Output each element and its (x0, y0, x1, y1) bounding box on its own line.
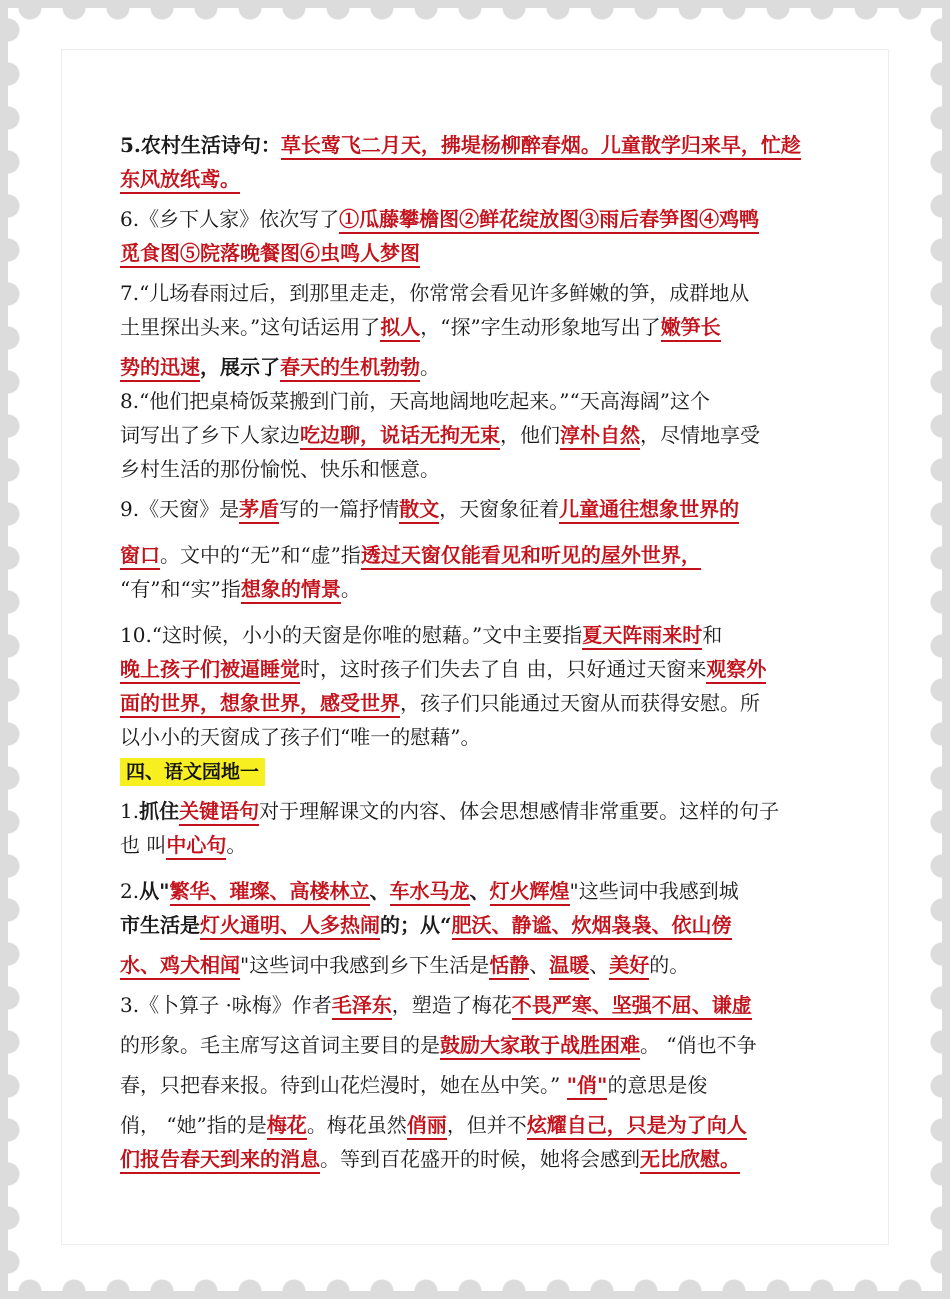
item-10-text: 以小小的天窗成了孩子们“唯一的慰藉”。 (120, 725, 481, 749)
item-7-line-1 (120, 276, 800, 310)
garden-1-answer: 关键语句 (179, 799, 259, 826)
item-5-answer-cont: 东风放纸鸢。 (120, 167, 240, 194)
garden-3-line-4 (120, 1108, 800, 1142)
item-9-text: 写的一篇抒情 (279, 497, 400, 521)
garden-3-answer: 鼓励大家敢于战胜困难 (440, 1033, 640, 1060)
item-10-answer: 观察外 (706, 657, 766, 684)
item-9-line-3 (120, 572, 800, 606)
garden-2-text: "这些词中我感到城 (569, 879, 739, 903)
item-9-answer: 散文 (399, 497, 439, 524)
garden-2-text: 市生活是 (120, 913, 200, 937)
item-8-answer: 淳朴自然 (560, 423, 640, 450)
item-7-answer: 春天的生机勃勃 (280, 355, 420, 382)
item-8-line-2 (120, 418, 800, 452)
garden-3-answer: 炫耀自己，只是为了向人 (527, 1113, 747, 1140)
garden-3-text: 3.《卜算子 ·咏梅》作者 (120, 993, 332, 1017)
item-8-text: ，他们 (500, 423, 560, 447)
item-6-line-2 (120, 236, 800, 270)
item-5-answer: 草长莺飞二月天，拂堤杨柳醉春烟。儿童散学归来早，忙趁 (281, 133, 801, 160)
item-8-text: 词写出了乡下人家边 (120, 423, 300, 447)
garden-3-text: ，但并不 (446, 1113, 527, 1137)
garden-1-text: 1. (120, 799, 140, 823)
garden-2-text: 、 (589, 953, 610, 977)
garden-3-answer: 不畏严寒、坚强不屈、谦虚 (512, 993, 752, 1020)
item-9-line-2 (120, 538, 800, 572)
item-7-answer: 拟人 (380, 315, 420, 342)
garden-1-text: 抓住 (139, 799, 180, 823)
garden-2-answer: 灯火辉煌 (490, 879, 570, 906)
item-8-line-3 (120, 452, 800, 486)
garden-2-answer: 温暖 (549, 953, 589, 980)
garden-2-line-1 (120, 874, 800, 908)
item-8-text: ，尽情地享受 (640, 423, 760, 447)
item-9-answer: 窗口 (120, 543, 160, 570)
garden-2-answer: 恬静 (489, 953, 529, 980)
item-8-answer: 吃边聊，说话无拘无束 (300, 423, 500, 450)
garden-2-text: 、 (369, 879, 390, 903)
garden-2-answer: 水、鸡犬相闻 (120, 953, 240, 980)
item-6-answer-cont: 觅食图⑤院落晚餐图⑥虫鸣人梦图 (120, 241, 420, 268)
item-7-text: 7.“儿场春雨过后，到那里走走，你常常会看见许多鲜嫩的笋，成群地从 (120, 281, 750, 305)
garden-1-line-2 (120, 828, 800, 862)
item-9-text: 。 (340, 577, 361, 601)
garden-3-answer: "俏" (567, 1073, 608, 1100)
garden-1-text: 对于理解课文的内容、体会思想感情非常重要。这样的句子 (259, 799, 780, 823)
garden-3-answer: 们报告春天到来的消息 (120, 1147, 320, 1174)
garden-2-text: 的。 (649, 953, 690, 977)
item-9-answer: 透过天窗仅能看见和听见的屋外世界， (361, 543, 701, 570)
garden-2-answer: 车水马龙 (390, 879, 470, 906)
item-8-text: 乡村生活的那份愉悦、快乐和惬意。 (120, 457, 440, 481)
garden-3-text: 春，只把春来报。待到山花烂漫时，她在丛中笑。” (120, 1073, 567, 1097)
item-7-text: ，展示了 (200, 355, 280, 379)
garden-3-answer: 梅花 (267, 1113, 307, 1140)
item-7-text: 土里探出头来。”这句话运用了 (120, 315, 381, 339)
garden-2-answer: 美好 (609, 953, 649, 980)
item-10-text: 和 (702, 623, 723, 647)
garden-3-answer: 毛泽东 (332, 993, 392, 1020)
garden-3-line-5 (120, 1142, 800, 1176)
item-10-text: 时，这时孩子们失去了自 由，只好通过天窗来 (300, 657, 707, 681)
garden-1-answer: 中心句 (166, 833, 226, 860)
garden-3-text: 俏 (120, 1113, 140, 1137)
item-8-line-1 (120, 384, 800, 418)
item-6-line-1 (120, 202, 800, 236)
garden-2-answer: 肥沃、静谧、炊烟袅袅、依山傍 (452, 913, 732, 940)
garden-2-answer: 繁华、璀璨、高楼林立 (170, 879, 370, 906)
item-9-text: 9.《天窗》是 (120, 497, 240, 521)
item-9-text: “有”和“实”指 (120, 577, 241, 601)
garden-1-line-1 (120, 794, 800, 828)
garden-2-line-2 (120, 908, 800, 942)
garden-3-text: ，塑造了梅花 (391, 993, 512, 1017)
item-9-answer: 想象的情景 (241, 577, 341, 604)
item-9-text: 。文中的“无”和“虚”指 (160, 543, 361, 567)
item-7-line-3 (120, 350, 800, 384)
garden-1-text: 也 叫 (120, 833, 167, 857)
item-9-line-1 (120, 492, 800, 526)
item-10-answer: 晚上孩子们被逼睡觉 (120, 657, 300, 684)
garden-3-text: ， “她”指的是 (140, 1113, 267, 1137)
garden-2-text: 、 (529, 953, 550, 977)
item-10-line-3 (120, 686, 800, 720)
item-6-prefix: 6.《乡下人家》依次写了 (120, 207, 340, 231)
item-10-line-1 (120, 618, 800, 652)
item-10-text: ，孩子们只能通过天窗从而获得安慰。所 (400, 691, 760, 715)
garden-3-text: 。 “俏也不争 (640, 1033, 757, 1057)
item-10-answer: 面的世界，想象世界，感受世界 (120, 691, 400, 718)
garden-2-text: 的；从“ (380, 913, 452, 937)
garden-3-line-3 (120, 1068, 800, 1102)
section-title: 四、语文园地一 (120, 758, 265, 786)
item-5-line-1 (120, 128, 800, 162)
garden-2-line-3 (120, 948, 800, 982)
item-10-line-2 (120, 652, 800, 686)
item-5-prefix: 5.农村生活诗句： (120, 133, 281, 157)
item-7-answer: 嫩笋长 (661, 315, 721, 342)
item-9-text: ，天窗象征着 (439, 497, 560, 521)
garden-2-answer: 灯火通明、人多热闹 (200, 913, 380, 940)
item-7-answer: 势的迅速 (120, 355, 200, 382)
item-10-text: 10.“这时候，小小的天窗是你唯的慰藉。”文中主要指 (120, 623, 583, 647)
item-6-answer: ①瓜藤攀檐图②鲜花绽放图③雨后春笋图④鸡鸭 (339, 207, 759, 234)
garden-3-answer: 无比欣慰。 (640, 1147, 740, 1174)
garden-2-text: 2. (120, 879, 140, 903)
item-7-text: 。 (420, 355, 440, 379)
garden-3-answer: 俏丽 (407, 1113, 447, 1140)
section-row (120, 754, 800, 788)
garden-3-text: 。等到百花盛开的时候，她将会感到 (320, 1147, 640, 1171)
garden-3-text: 的形象。毛主席写这首词主要目的是 (120, 1033, 440, 1057)
item-9-answer: 茅盾 (239, 497, 279, 524)
garden-3-text: 。梅花虽然 (306, 1113, 407, 1137)
garden-1-text: 。 (226, 833, 247, 857)
item-5-line-2 (120, 162, 800, 196)
garden-3-text: 的意思是俊 (607, 1073, 708, 1097)
item-7-line-2 (120, 310, 800, 344)
garden-3-line-1 (120, 988, 800, 1022)
garden-2-text: 、 (469, 879, 490, 903)
garden-3-line-2 (120, 1028, 800, 1062)
item-10-answer: 夏天阵雨来时 (582, 623, 702, 650)
item-10-line-4 (120, 720, 800, 754)
garden-2-text: 从" (139, 879, 170, 903)
document-body (120, 128, 800, 1176)
item-8-text: 8.“他们把桌椅饭菜搬到门前，天高地阔地吃起来。”“天高海阔”这个 (120, 389, 710, 413)
item-7-text: ，“探”字生动形象地写出了 (420, 315, 661, 339)
item-9-answer: 儿童通往想象世界的 (559, 497, 739, 524)
garden-2-text: "这些词中我感到乡下生活是 (240, 953, 490, 977)
